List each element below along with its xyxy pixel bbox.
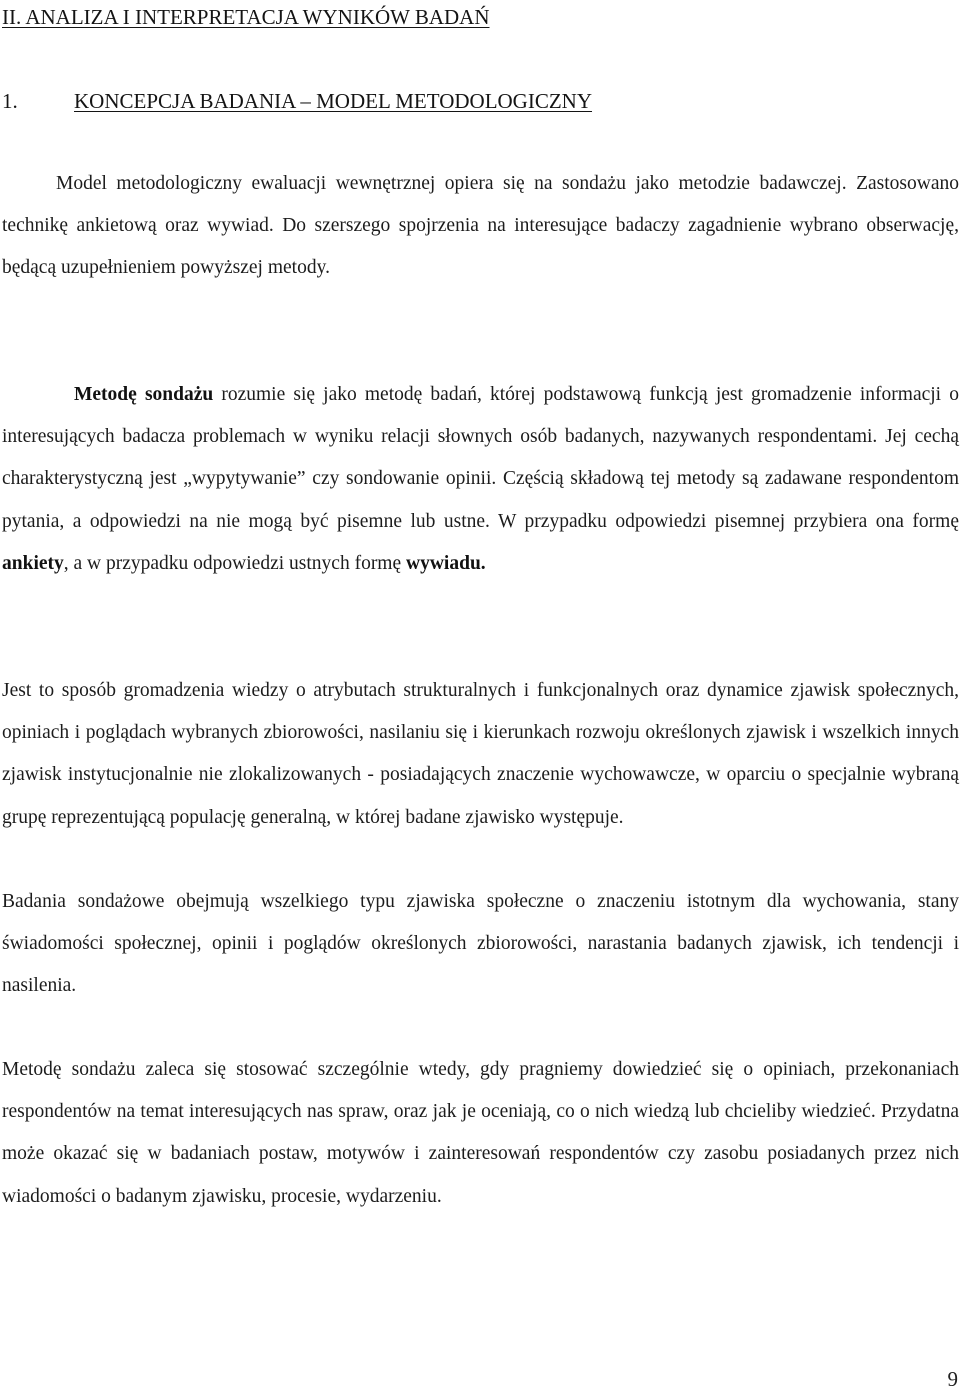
chapter-heading-text: II. ANALIZA I INTERPRETACJA WYNIKÓW BADAŃ — [2, 5, 490, 29]
paragraph-survey-definition-text-2: , a w przypadku odpowiedzi ustnych formę — [63, 552, 407, 574]
section-number: 1. — [2, 89, 18, 113]
paragraph-knowledge-gathering: Jest to sposób gromadzenia wiedzy o atrybutach strukturalnych i funkcjonalnych oraz dynamice zjawisk społecznych, opiniach i poglądach wybranych zbiorowości, nasilaniu się i kierunkach rozwoju określonych zjawisk i wszelkich innych zjawisk instytucjonalnie nie zlokalizowanych - posiadających znaczenie wychowawcze, w oparciu o specjalnie wybraną grupę reprezentującą populację generalną, w której badane zjawisko występuje. — [2, 680, 959, 828]
paragraph-survey-definition — [2, 374, 959, 585]
chapter-heading — [2, 4, 490, 30]
term-survey-method: Metodę sondażu — [74, 384, 214, 405]
paragraph-survey-definition-text-1: rozumie się jako metodę badań, której podstawową funkcją jest gromadzenie informacji o interesujących badacza problemach w wyniku relacji słownych osób badanych, nazywanych respondentami. Jej cechą charakterystyczną jest „wypytywanie” czy sondowanie opinii. Częścią składową tej metody są zadawane respondentom pytania, a odpowiedzi na nie mogą być pisemne lub ustne. W przypadku odpowiedzi pisemnej przybiera ona formę — [2, 384, 959, 532]
term-questionnaire: ankiety — [2, 552, 64, 574]
paragraph-survey-recommendation: Metodę sondażu zaleca się stosować szczególnie wtedy, gdy pragniemy dowiedzieć się o opiniach, przekonaniach respondentów na temat interesujących nas spraw, oraz jak je oceniają, co o nich wiedzą lub chcieliby wiedzieć. Przydatna może okazać się w badaniach postaw, motywów i zainteresowań respondentów czy zasobu posiadanych przez nich wiadomości o badanym zjawisku, procesie, wydarzeniu. — [2, 1059, 959, 1207]
page-number: 9 — [947, 1367, 958, 1391]
paragraph-survey-scope: Badania sondażowe obejmują wszelkiego typu zjawiska społeczne o znaczeniu istotnym dla wychowania, stany świadomości społecznej, opinii i poglądów określonych zbiorowości, narastania badanych zjawisk, ich tendencji i nasilenia. — [2, 891, 959, 997]
section-heading — [2, 88, 592, 114]
term-interview: wywiadu. — [406, 552, 486, 574]
section-title: KONCEPCJA BADANIA – MODEL METODOLOGICZNY — [74, 89, 593, 113]
paragraph-methodology-model: Model metodologiczny ewaluacji wewnętrznej opiera się na sondażu jako metodzie badawczej. Zastosowano technikę ankietową oraz wywiad. Do szerszego spojrzenia na interesujące badaczy zagadnienie wybrano obserwację, będącą uzupełnieniem powyższej metody. — [2, 173, 959, 279]
